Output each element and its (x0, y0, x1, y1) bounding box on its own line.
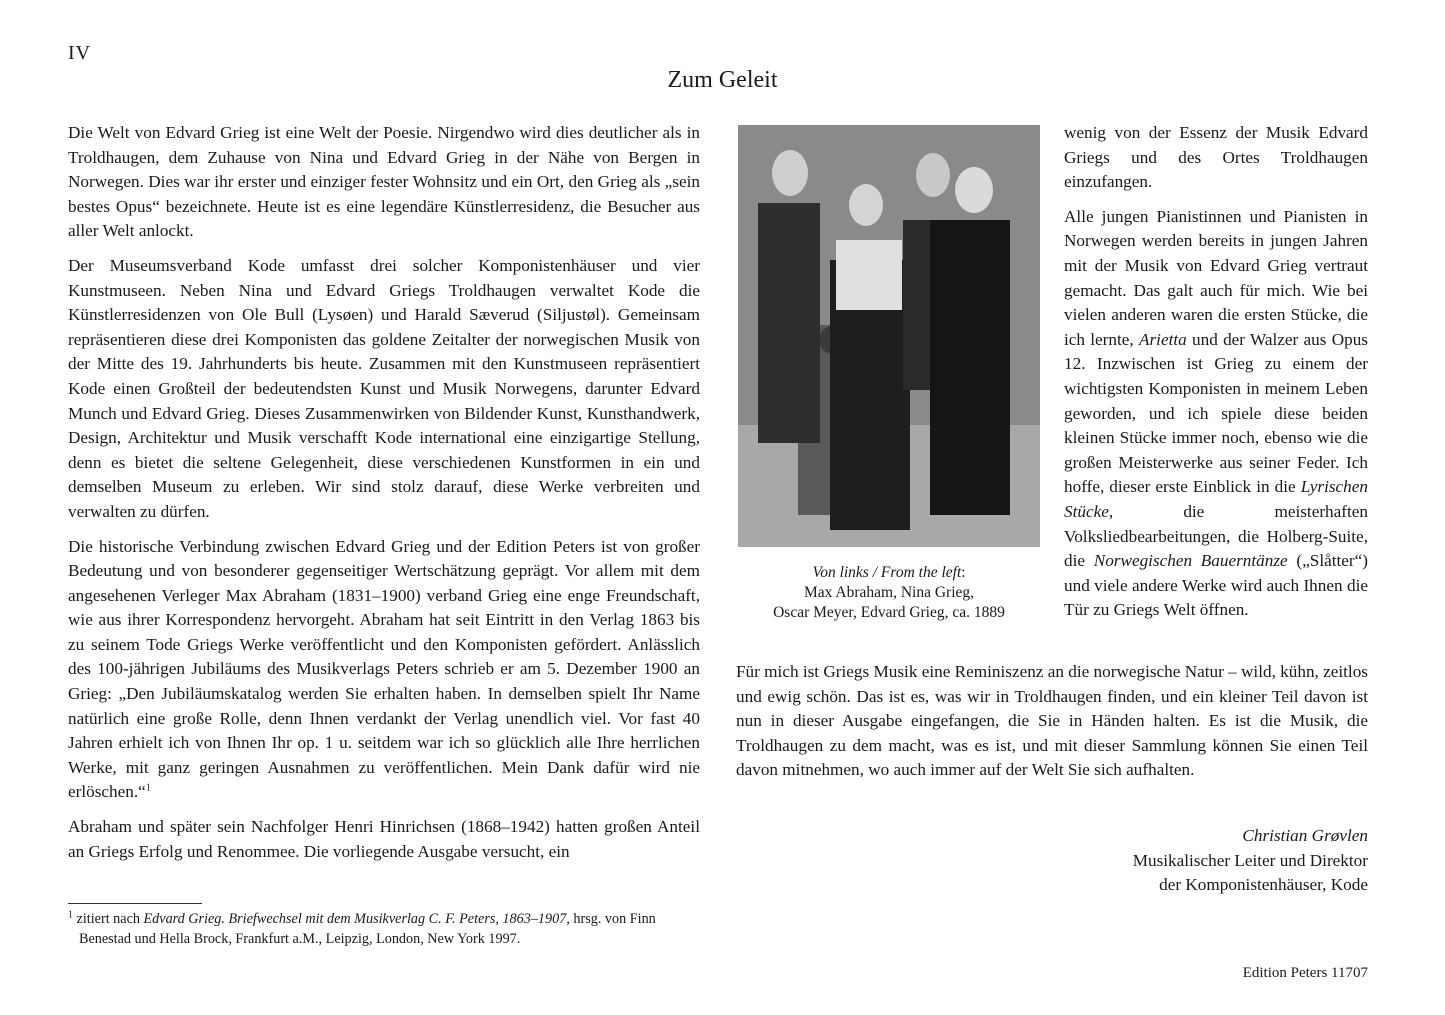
footnote-reference[interactable]: 1 (145, 782, 151, 794)
historical-photo (738, 125, 1040, 547)
title-lyrische-stuecke: Lyrischen Stücke (1064, 477, 1368, 521)
photo-caption (738, 563, 1040, 623)
right-column (1064, 121, 1368, 633)
right-paragraph-1: wenig von der Essenz der Musik Edvard Griegs und des Ortes Troldhaugen einzufangen. (1064, 123, 1368, 192)
footnote-number: 1 (68, 909, 73, 921)
signature-role-1: Musikalischer Leiter und Direktor (1132, 850, 1368, 870)
footnote-divider (68, 903, 202, 904)
right-p2-d: („Slåtter“) und viele andere Werke wird auch Ihnen die Tür zu Griegs Welt öffnen. (1064, 551, 1368, 620)
footnote-line-2: Benestad und Hella Brock, Frankfurt a.M., Leipzig, London, New York 1997. (79, 930, 521, 947)
signature-role-2: der Komponistenhäuser, Kode (1159, 875, 1368, 895)
caption-italic: Von links / From the left (812, 564, 962, 581)
caption-line-2: Max Abraham, Nina Grieg, (803, 584, 975, 601)
footnote-suffix: , hrsg. von Finn (566, 911, 656, 927)
bottom-right-paragraph (736, 660, 1368, 793)
signature-name: Christian Grøvlen (1242, 826, 1368, 845)
right-paragraph-2 (1064, 205, 1368, 623)
footnote-prefix: zitiert nach (73, 911, 144, 927)
paragraph-2: Der Museumsverband Kode umfasst drei solcher Komponistenhäuser und vier Kunstmuseen. Neben Nina und Edvard Griegs Troldhaugen verwaltet Kode die Künstlerresidenzen von Ole Bull (Lysøen) und Harald Sæverud (Siljustøl). Gemeinsam repräsentieren diese drei Komponisten das goldene Zeitalter der norwegischen Musik von der Mitte des 19. Jahrhunderts bis heute. Zusammen mit den Kunstmuseen repräsentiert Kode einen Großteil der bedeutendsten Kunst und Musik Norwegens, darunter Edvard Munch und Edvard Grieg. Dieses Zusammenwirken von Bildender Kunst, Kunsthandwerk, Design, Architektur und Musik verschafft Kode international eine einzigartige Stellung, denn es bietet die seltene Gelegenheit, diese verschiedenen Kunstformen in ein und demselben Museum zu erleben. Wir sind stolz darauf, diese Werke verbreiten und verwalten zu dürfen. (68, 255, 700, 521)
page-title: Zum Geleit (667, 67, 778, 93)
left-column (68, 121, 700, 874)
group-portrait-illustration (738, 125, 1040, 547)
page-footer: Edition Peters 11707 (1242, 965, 1368, 981)
page-number: IV (68, 42, 92, 64)
footnote-italic-title: Edvard Grieg. Briefwechsel mit dem Musikverlag C. F. Peters, 1863–1907 (143, 911, 567, 927)
footnote-line-1 (68, 910, 700, 930)
signature-block (1133, 824, 1368, 898)
right-p2-c: , die meisterhaften Volksliedbearbeitungen, die Holberg-Suite, die (1064, 501, 1368, 571)
paragraph-3-text: Die historische Verbindung zwischen Edvard Grieg und der Edition Peters ist von großer Bedeutung und von besonderer gegenseitiger Wertschätzung geprägt. Vor allem mit dem angesehenen Verleger Max Abraham (1831–1900) verband Grieg eine enge Freundschaft, wie aus ihrer Korrespondenz hervorgeht. Abraham hat seit Eintritt in den Verlag 1863 bis zu seinem Tode Griegs Werke veröffentlicht und den Komponisten gefördert. Anlässlich des 100-jährigen Jubiläums des Musikverlags Peters schrieb er am 5. Dezember 1900 an Grieg: „Den Jubiläumskatalog werden Sie erhalten haben. In demselben spielt Ihr Name natürlich eine große Rolle, denn Ihnen verdankt der Verlag unendlich viel. Vor fast 40 Jahren erhielt ich von Ihnen Ihr op. 1 u. seitdem war ich so glücklich alle Ihre herrlichen Werke, mit ganz geringen Ausnahmen zu veröffentlichen. Mein Dank dafür wird nie erlöschen.“ (68, 536, 700, 802)
footnote (68, 910, 700, 949)
right-paragraph-3: Für mich ist Griegs Musik eine Reminiszenz an die norwegische Natur – wild, kühn, zeitlos und ewig schön. Das ist es, was wir in Troldhaugen finden, und ein kleiner Teil davon ist nun in dieser Ausgabe eingefangen, die Sie in Händen halten. Es ist die Musik, die Troldhaugen zu dem macht, was es ist, und mit dieser Sammlung können Sie einen Teil davon mitnehmen, wo auch immer auf der Welt Sie sich aufhalten. (736, 662, 1368, 780)
caption-line-1 (738, 563, 1040, 583)
right-p2-a: Alle jungen Pianistinnen und Pianisten in Norwegen werden bereits in jungen Jahren mit der Musik von Edvard Grieg vertraut gemacht. Das galt auch für mich. Wie bei vielen anderen waren die ersten Stücke, die ich lernte, (1064, 206, 1368, 349)
caption-colon: : (961, 564, 966, 581)
caption-line-3: Oscar Meyer, Edvard Grieg, ca. 1889 (773, 604, 1005, 621)
paragraph-1: Die Welt von Edvard Grieg ist eine Welt der Poesie. Nirgendwo wird dies deutlicher als in Troldhaugen, dem Zuhause von Nina und Edvard Grieg in der Nähe von Bergen in Norwegen. Dies war ihr erster und einziger fester Wohnsitz und ein Ort, den Grieg als „sein bestes Opus“ bezeichnete. Heute ist es eine legendäre Künstlerresidenz, die Besucher aus aller Welt anlockt. (68, 123, 700, 241)
paragraph-4: Abraham und später sein Nachfolger Henri Hinrichsen (1868–1942) hatten großen Anteil an Griegs Erfolg und Renommee. Die vorliegende Ausgabe versucht, ein (68, 817, 700, 861)
paragraph-3 (68, 535, 700, 806)
title-arietta: Arietta (1138, 329, 1187, 349)
right-p2-b: und der Walzer aus Opus 12. Inzwischen ist Grieg zu einem der wichtigsten Komponisten in meinem Leben geworden, und ich spiele diese beiden kleinen Stücke immer noch, ebenso wie die großen Meisterwerke aus seiner Feder. Ich hoffe, dieser erste Einblick in die (1064, 329, 1368, 497)
title-bauerntaenze: Norwegischen Bauerntänze (1093, 551, 1288, 571)
